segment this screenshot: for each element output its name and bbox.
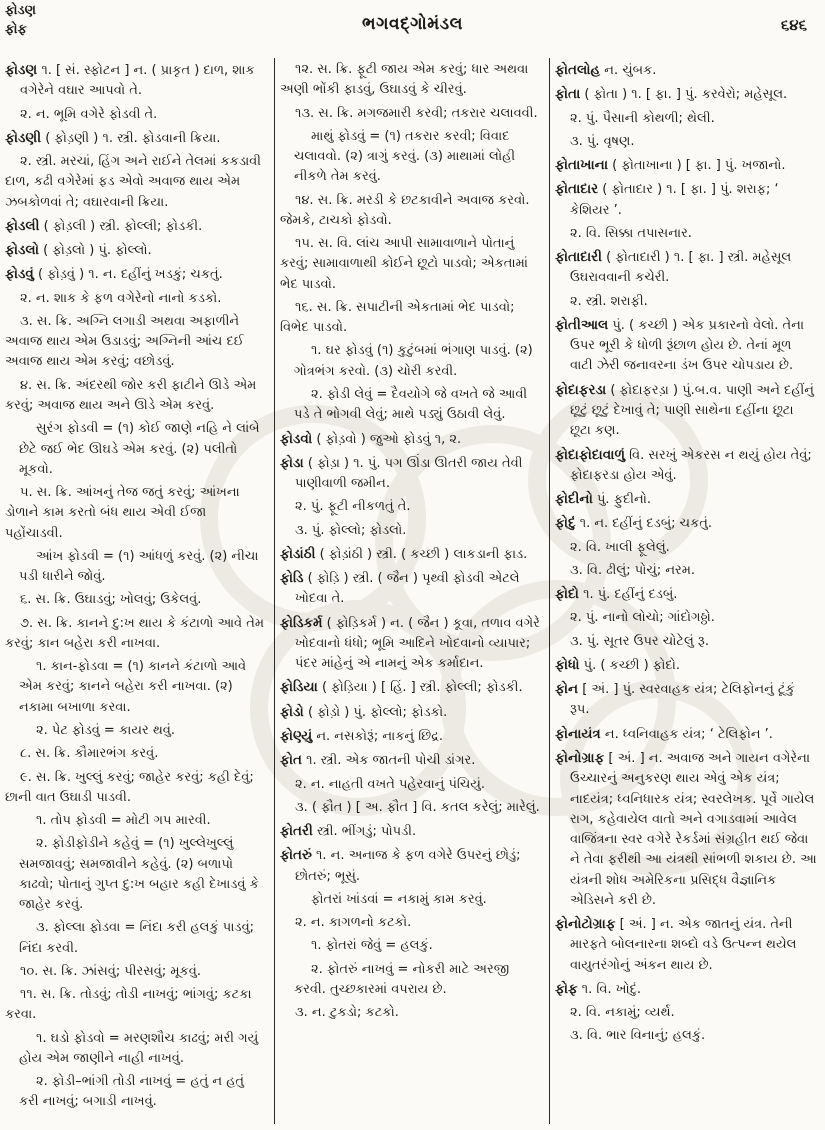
dictionary-paragraph: ૯. સ. ક્રિ. ખુલ્લું કરવું; જાહેર કરવું; કહી દેવું; છાની વાત ઉઘાડી પાડવી. <box>5 769 254 805</box>
dictionary-paragraph: ૧૧. સ. ક્રિ. તોડવું; તોડી નાખવું; ભાંગવું; કટકા કરવા. <box>5 987 252 1023</box>
dictionary-paragraph: ૮. સ. ક્રિ. કૌમારભંગ કરવું. <box>20 746 159 762</box>
dictionary-paragraph: ૫. સ. ક્રિ. આંખનું તેજ જતું કરવું; આંખના ડોળાને કામ કરતો બંધ થાય એવી ઈજા પહોંચાડવી. <box>5 485 240 541</box>
dictionary-paragraph: માથું ફોડવું = (૧) તકરાર કરવી; વિવાદ ચલાવવો. (૨) ત્રાગું કરવું. (૩) માથામાં લોહી નીકળે તેમ કરવું. <box>294 128 516 185</box>
dictionary-paragraph: ૨. ફોડીફોડીને કહેવું = (૧) ખુલ્લેખુલ્લું સમજાવવું; સમજાવીને કહેવું. (૨) બળાપો કાઢવો; પોતાનું ગુપ્ત દુ:ખ બહાર કહી દેખાડવું કે જાહેર કરવું. <box>19 836 259 913</box>
dictionary-paragraph: ૨. પેટ ફોડવું = કાયર થવું. <box>36 722 176 738</box>
dictionary-paragraph: ૩. ફોલ્લા ફોડવા = નિંદા કરી હલકું પાડવું; નિંદા કરવી. <box>19 920 255 956</box>
headword: ફોતાખાના <box>555 157 609 174</box>
headword: ફોતા <box>555 86 581 103</box>
dictionary-paragraph: ૧. ફોતરાં જેવું = હલકું. <box>311 938 433 954</box>
dictionary-paragraph: ૨. પું. ફૂટી નીકળતું તે. <box>295 499 411 515</box>
dictionary-paragraph: ૨. વિ. સિક્કા તપાસનાર. <box>570 225 692 241</box>
dictionary-paragraph: ફોતરાં ખાંડવાં = નકામું કામ કરવું. <box>311 891 487 907</box>
running-head-last-word: ફોફ <box>5 21 27 37</box>
headword: ફોતાદારી <box>555 249 602 266</box>
headword: ફોડિયા <box>280 679 318 696</box>
dictionary-paragraph: ૭. સ. ક્રિ. કાનને દુ:ખ થાય કે કંટાળો આવે તેમ કરવું; કાન બહેરા કરી નાખવા. <box>5 615 265 651</box>
dictionary-paragraph: ૧૦. સ. ક્રિ. ઝાંસવું; પીરસવું; મૂકવું. <box>20 963 201 979</box>
dictionary-paragraph: ૩. ( ફૌત ) [ અ. ફૌત ] વિ. કતલ કરેલું; મારેલું. <box>295 799 540 815</box>
headword: ફોદીનો <box>555 491 593 508</box>
dictionary-paragraph: ૨. ન. નાહતી વખતે પહેરવાનું પંચિયું. <box>295 776 486 792</box>
dictionary-paragraph: ફોતા ( ફોતા ) ૧. [ ફા. ] પું. કરવેરો; મહેસૂલ. <box>555 86 788 103</box>
dictionary-paragraph: ૨. ન. ભૂમિ વગેરે ફોડવી તે. <box>20 106 158 122</box>
dictionary-paragraph: ૨. ફોડી–ભાંગી તોડી નાખવું = હતું ન હતું કરી નાખવું; બગાડી નાખવું. <box>19 1074 245 1110</box>
dictionary-paragraph: ફોડો ( ફોડ઼ો ) પું. ફોલ્લો; ફોડકો. <box>280 703 448 720</box>
headword: ફોણ્યું <box>280 727 313 744</box>
headword: ફોફ <box>555 980 578 997</box>
headword: ફોડિ <box>280 570 304 587</box>
headword: ફોદું <box>555 515 576 532</box>
headword: ફોડો <box>280 703 304 720</box>
dictionary-paragraph: ફોદો ૧. પું. દહીંનું દડબું. <box>555 586 678 603</box>
headword: ફોડલો <box>5 242 40 259</box>
dictionary-paragraph: ૩. વિ. ભાર વિનાનું; હલકું. <box>570 1028 706 1044</box>
headword: ફોનોગ્રાફ <box>555 749 605 766</box>
dictionary-paragraph: ૧૬. સ. ક્રિ. સપાટીની એકતામાં ભેદ પાડવો; વિભેદ પાડવો. <box>280 299 515 336</box>
dictionary-paragraph: ૨. ફોડી લેવું = દૈવયોગે જે વખતે જે આવી પડે તે ભોગવી લેવું; માથે પડ્યું ઉઠાવી લેવું. <box>294 386 528 423</box>
dictionary-paragraph: ૧૨. સ. ક્રિ. ફૂટી જાય એમ કરવું; ધાર અથવા અણી ભોંકી ફાડવું, ઉઘાડવું કે ચીરવું. <box>280 62 529 98</box>
dictionary-paragraph: ૨. સ્ત્રી. મરચાં, હિંગ અને રાઈને તેલમાં કકડાવી દાળ, કઢી વગેરેમાં ફડ એવો અવાજ થાય એમ ઝબકોળવાં તે; વઘારવાની ક્રિયા. <box>5 154 261 210</box>
page-number: ૬૪૬ <box>780 16 807 34</box>
headword: ફોનોટોગ્રાફ <box>555 916 616 933</box>
dictionary-paragraph: ફોતીઆલ પું. ( કચ્છી ) એક પ્રકારનો વેલો. તેના ઉપર ભૂરી કે ધોળી રૂંછાળ હોય છે. તેનાં મૂળ વાટી ઝેરી જનાવરના ડંખ ઉપર ચોપડાય છે. <box>555 316 805 374</box>
running-head-first-word: ફોડણ <box>5 3 37 18</box>
dictionary-paragraph: ૪. સ. ક્રિ. અંદરથી જોર કરી ફાટીને ઊડે એમ કરવું; અવાજ થાય અને ઊડે એમ કરવું. <box>5 377 257 413</box>
dictionary-paragraph: ફોદાફરડા ( ફોદાફરડ઼ા ) પું.બ.વ. પાણી અને દહીંનું છૂટું છૂટું દેખાવું તે; પાણી સાથેના દહીંના છૂટા છૂટા કણ. <box>555 381 814 439</box>
dictionary-paragraph: ફોદીનો પું. ફુદીનો. <box>555 491 652 508</box>
dictionary-paragraph: આંખ ફોડવી = (૧) આંધળું કરવું. (૨) નીચા પડી ધારીને જોવું. <box>19 548 259 585</box>
dictionary-paragraph: ૩. પું. ફોલ્લો; ફોડલો. <box>295 522 407 538</box>
column-2 <box>275 58 550 1124</box>
headword: ફોતરું <box>280 847 312 864</box>
dictionary-paragraph: ફોડલો ( ફોડ઼લો ) પું. ફોલ્લો. <box>5 242 152 259</box>
dictionary-paragraph: ૬. સ. ક્રિ. ઉઘાડવું; ખોલવું; ઉકેલવું. <box>20 592 202 608</box>
headword: ફોદો <box>555 586 579 603</box>
headword: ફોનાયંત્ર <box>555 725 601 742</box>
dictionary-paragraph: ફોતલોહ ન. ચુંબક. <box>555 62 657 78</box>
dictionary-paragraph: ફોનોટોગ્રાફ [ અં. ] ન. એક જાતનું યંત્ર. તેની મારફતે બોલનારના શબ્દો વડે ઉત્પન્ન થયેલ વાયુતરંગોનું અંકન થાય છે. <box>555 916 797 973</box>
column-3 <box>550 58 825 1124</box>
headword: ફોતલોહ <box>555 62 601 78</box>
dictionary-paragraph: ૧૪. સ. ક્રિ. મરડી કે છટકાવીને અવાજ કરવો. જેમકે, ટાચકો ફોડવો. <box>280 192 530 228</box>
dictionary-paragraph: ૨. ન. શાક કે ફળ વગેરેનો નાનો કડકો. <box>20 290 222 306</box>
dictionary-paragraph: સુરંગ ફોડવી = (૧) કોઈ જાણે નહિ ને લાંબે છેટે જઈ ભેદ ઊઘડે એમ કરવું. (૨) પલીતો મૂકવો. <box>19 421 260 477</box>
dictionary-paragraph: ફોડિકર્મ ( ફોડ઼િકર્મ ) ન. ( જૈન ) કૂવા, તળાવ વગેરે ખોદવાનો ધંધો; ભૂમિ આદિને ખોદવાનો વ્યાપાર; પંદર માંહેનું એ નામનું એક કર્માદાન. <box>280 614 540 672</box>
dictionary-paragraph: ૨. ફોતરું નાખવું = નોકરી માટે અરજી કરવી. તુચ્છકારમાં વપરાય છે. <box>294 961 510 997</box>
headword: ફોડવું <box>5 266 34 283</box>
dictionary-paragraph: ૩. ન. ટુકડો; કટકો. <box>295 1005 399 1021</box>
dictionary-paragraph: ૧. ઘર ફોડવું (૧) કુટુંબમાં ભંગાણ પાડવું. (૨) ગોત્રભંગ કરવો. (૩) ચોરી કરવી. <box>294 343 533 379</box>
dictionary-paragraph: ૧. તોપ ફોડવી = મોટી ગપ મારવી. <box>36 813 211 829</box>
headword: ફોન <box>555 681 579 698</box>
dictionary-paragraph: ૧૫. સ. વિ. લાંચ આપી સામાવાળાને પોતાનું કરવું; સામાવાળાથી કોઈને છૂટો પાડવો; એકતામાં ભેદ પાડવો. <box>280 236 528 292</box>
dictionary-paragraph: ૨. પું. નાનો લોચો; ગાંદોગઠ્ઠો. <box>570 610 715 626</box>
dictionary-paragraph: ફોતરું ૧. ન. અનાજ કે ફળ વગેરે ઉપરનું છોડું; છોતરું; ભૂસું. <box>280 847 521 884</box>
dictionary-columns <box>0 58 825 1124</box>
dictionary-paragraph: ૧. ઘડો ફોડવો = મરણશૌચ કાઢવું; મરી ગયું હોય એમ જાણીને નાહી નાખવું. <box>19 1030 259 1066</box>
dictionary-paragraph: ફોતાખાના ( ફોતાખાના ) [ ફા. ] પું. ખજાનો. <box>555 157 786 174</box>
book-title: ભગવદ્ગોમંડલ <box>362 14 463 34</box>
dictionary-paragraph: ૩. પું. સૂતર ઉપર ચોટેલું રૂ. <box>570 633 709 649</box>
dictionary-paragraph: ફોડણ ૧. [ સં. સ્ફોટન ] ન. ( પ્રાકૃત ) દાળ, શાક વગેરેને વઘાર આપવો તે. <box>5 62 255 99</box>
dictionary-paragraph: ૩. પું. વૃષણ. <box>570 133 635 149</box>
dictionary-paragraph: ફોડિ ( ફોડ઼િ ) સ્ત્રી. ( જૈન ) પૃથ્વી ફોડવી એટલે ખોદવા તે. <box>280 570 520 607</box>
dictionary-paragraph: ૨. પું. પૈસાની કોથળી; થેલી. <box>570 110 715 126</box>
dictionary-paragraph: ફોડણી ( ફોડ઼ણી ) ૧. સ્ત્રી. ફોડવાની ક્રિયા. <box>5 129 221 146</box>
headword: ફોડણ <box>5 62 38 78</box>
page-header <box>0 0 825 58</box>
dictionary-paragraph: ૨. વિ. નકામું; વ્યર્થ. <box>570 1005 675 1021</box>
dictionary-paragraph: ફોદું ૧. ન. દહીંનું દડબું; ચકતું. <box>555 515 713 532</box>
headword: ફોદાફોદાવાળું <box>555 446 625 463</box>
headword: ફોડલી <box>5 217 40 234</box>
headword: ફોડવો <box>280 430 313 447</box>
headword: ફોતરી <box>280 823 313 840</box>
dictionary-paragraph: ૨. સ્ત્રી. શરાફી. <box>570 293 648 309</box>
dictionary-paragraph: ૨. ન. કાગળનો કટકો. <box>295 915 412 931</box>
dictionary-paragraph: ફોત ૧. સ્ત્રી. એક જાતની પોચી ડાંગર. <box>280 752 476 769</box>
dictionary-paragraph: ૩. સ. ક્રિ. અગ્નિ લગાડી અથવા અફાળીને અવાજ થાય એમ ઉડાડવું; અગ્નિની આંચ દઈ અવાજ થાય એમ કરવું; વછોડવું. <box>5 313 244 370</box>
headword: ફોડણી <box>5 129 42 146</box>
headword: ફોત <box>280 752 302 769</box>
dictionary-paragraph: ફોડાંઠી ( ફોડ઼ાંઠી ) સ્ત્રી. ( કચ્છી ) લાકડાની ફાડ. <box>280 545 528 562</box>
headword: ફોધો <box>555 656 580 673</box>
dictionary-paragraph: ૧૩. સ. ક્રિ. મગજમારી કરવી; તકરાર ચલાવવી. <box>295 105 538 121</box>
dictionary-paragraph: ફોન [ અં. ] પું. સ્વરવાહક યંત્ર; ટેલિફોનનું ટૂંકું રૂપ. <box>555 681 795 718</box>
dictionary-paragraph: ફોધો પું. ( કચ્છી ) ફોદો. <box>555 656 680 673</box>
dictionary-paragraph: ફોતાદારી ( ફોતાદારી ) ૧. [ ફા. ] સ્ત્રી. મહેસૂલ ઉઘરાવવાની કચેરી. <box>555 249 792 286</box>
dictionary-paragraph: ૧. કાન-ફોડવા = (૧) કાનને કંટાળો આવે એમ કરવું; કાનને બહેરા કરી નાખવા. (૨) નકામા બખાળા કરવા. <box>19 659 247 715</box>
dictionary-paragraph: ૩. વિ. ઢીલું; પોચું; નરમ. <box>570 562 696 578</box>
dictionary-paragraph: ફોતાદાર ( ફોતાદાર ) ૧. [ ફા. ] પું. શરાફ; ‘ કેશિયર ’. <box>555 181 779 218</box>
headword: ફોદાફરડા <box>555 381 607 398</box>
dictionary-paragraph: ફોફ ૧. વિ. ખોદું. <box>555 980 642 997</box>
dictionary-paragraph: ફોણ્યું ન. નસકોરૂં; નાકનું છિદ્ર. <box>280 727 444 744</box>
headword: ફોડા <box>280 454 304 471</box>
headword: ફોડિકર્મ <box>280 614 323 631</box>
dictionary-paragraph: ફોનોગ્રાફ [ અં. ] ન. અવાજ અને ગાયન વગેરેના ઉચ્ચારનું અનુકરણ થાય એવું એક યંત્ર; નાદયંત્ર; ધ્વનિધારક યંત્ર; સ્વરલેખક. પૂર્વે ગાયેલ રાગ, કહેવાયેલ વાતો અને વગાડવામાં આવેલ વાજિંત્રના સ્વર વગેરે રેકર્ડમાં સંગ્રહીત થઈ જેવા ને તેવા ફરીથી આ યંત્રથી સાંભળી શકાય છે. આ યંત્રની શોધ અમેરિકના પ્રસિદ્ધ વૈજ્ઞાનિક એડિસને કરી છે. <box>555 749 817 908</box>
dictionary-paragraph: ફોડલી ( ફોડ઼લી ) સ્ત્રી. ફોલ્લી; ફોડકી. <box>5 217 203 234</box>
dictionary-paragraph: ૨. વિ. ખાલી ફૂલેલું. <box>570 539 670 555</box>
dictionary-paragraph: ફોડા ( ફોડ઼ા ) ૧. પું. પગ ઊંડા ઊતરી જાય તેવી પાણીવાળી જમીન. <box>280 454 523 492</box>
dictionary-paragraph: ફોડિયા ( ફોડ઼િયા ) [ હિં. ] સ્ત્રી. ફોલ્લી; ફોડકી. <box>280 679 523 696</box>
headword: ફોતીઆલ <box>555 316 609 333</box>
dictionary-paragraph: ફોડવો ( ફોડ઼વો ) જુઓ ફોડવું ૧, ૨. <box>280 430 462 447</box>
headword: ફોડાંઠી <box>280 545 316 562</box>
dictionary-paragraph: ફોનાયંત્ર ન. ધ્વનિવાહક યંત્ર; ‘ ટેલિફોન ’. <box>555 725 773 742</box>
dictionary-paragraph: ફોદાફોદાવાળું વિ. સરખું એકરસ ન થયું હોય તેવું; ફોદાફરડા હોય એવું. <box>555 446 812 483</box>
dictionary-paragraph: ફોતરી સ્ત્રી. ભીંગડું; પોપડી. <box>280 823 417 840</box>
dictionary-paragraph: ફોડવું ( ફોડ઼વું ) ૧. ન. દહીંનું ખડકું; ચકતું. <box>5 266 223 283</box>
column-1 <box>0 58 275 1124</box>
headword: ફોતાદાર <box>555 181 599 198</box>
